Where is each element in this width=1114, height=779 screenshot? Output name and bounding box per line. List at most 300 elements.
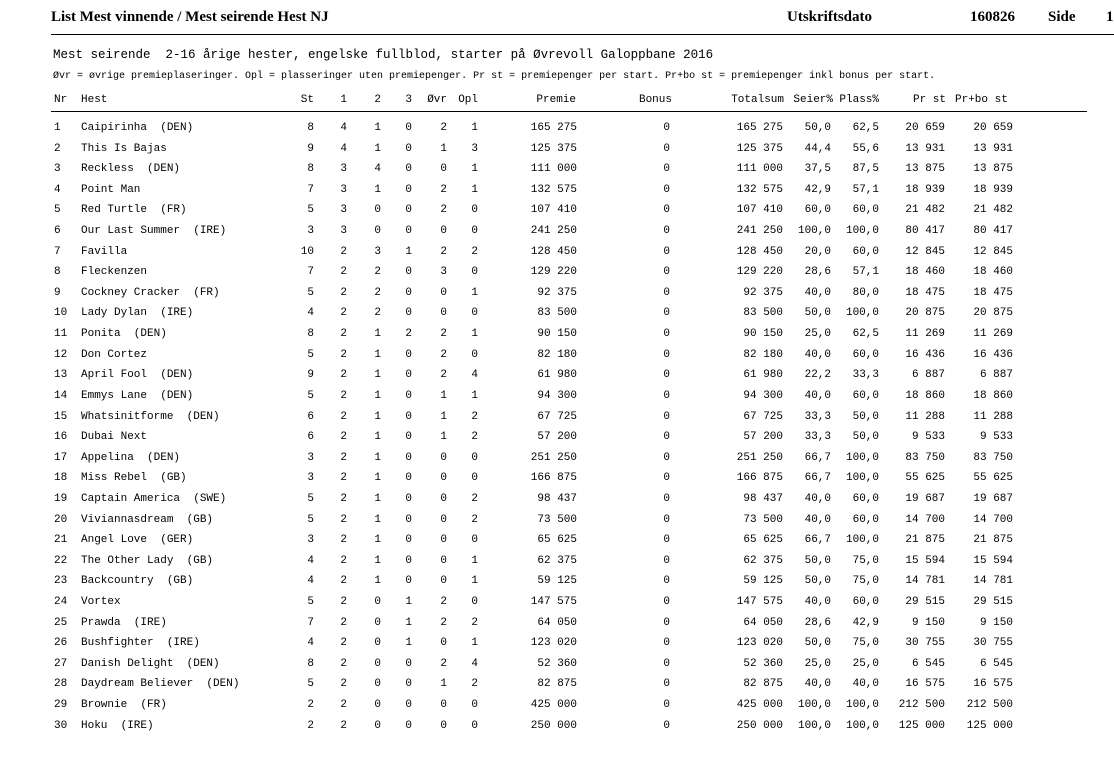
cell-prbost: 21 482 xyxy=(973,204,1013,217)
cell-prst: 11 288 xyxy=(905,410,945,423)
cell-totalsum: 92 375 xyxy=(743,286,783,299)
cell-first: 2 xyxy=(340,616,347,629)
cell-st: 7 xyxy=(307,183,314,196)
cell-totalsum: 132 575 xyxy=(736,183,783,196)
cell-bonus: 0 xyxy=(663,245,670,258)
table-row xyxy=(0,532,1114,553)
cell-opl: 0 xyxy=(471,348,478,361)
cell-totalsum: 129 220 xyxy=(736,266,783,279)
report-legend: Øvr = øvrige premieplaseringer. Opl = plasseringer uten premiepenger. Pr st = premiepenger per start. Pr+bo st = premiepenger inkl bonus per start. xyxy=(53,71,936,82)
cell-st: 4 xyxy=(307,575,314,588)
cell-totalsum: 65 625 xyxy=(743,534,783,547)
cell-seier: 20,0 xyxy=(804,245,831,258)
cell-ovr: 0 xyxy=(440,554,447,567)
cell-plass: 62,5 xyxy=(852,122,879,134)
cell-ovr: 2 xyxy=(440,122,447,134)
cell-seier: 44,4 xyxy=(804,142,831,155)
cell-plass: 60,0 xyxy=(852,348,879,361)
cell-prbost: 14 700 xyxy=(973,513,1013,526)
cell-ovr: 2 xyxy=(440,328,447,341)
cell-prbost: 21 875 xyxy=(973,534,1013,547)
cell-hest: Dubai Next xyxy=(81,431,148,444)
cell-hest: Miss Rebel (GB) xyxy=(81,472,187,485)
cell-opl: 0 xyxy=(471,699,478,712)
cell-first: 2 xyxy=(340,286,347,299)
cell-prst: 9 150 xyxy=(911,616,945,629)
col-header-bonus: Bonus xyxy=(638,94,672,106)
cell-first: 2 xyxy=(340,678,347,691)
cell-opl: 0 xyxy=(471,451,478,464)
cell-hest: Captain America (SWE) xyxy=(81,492,227,505)
cell-nr: 25 xyxy=(54,616,68,629)
cell-opl: 1 xyxy=(471,183,478,196)
table-row xyxy=(0,367,1114,388)
table-row xyxy=(0,697,1114,718)
cell-first: 2 xyxy=(340,348,347,361)
cell-prst: 18 460 xyxy=(905,266,945,279)
cell-prbost: 16 575 xyxy=(973,678,1013,691)
cell-st: 7 xyxy=(307,616,314,629)
cell-st: 5 xyxy=(307,286,314,299)
cell-second: 1 xyxy=(374,554,381,567)
cell-second: 1 xyxy=(374,575,381,588)
cell-premie: 82 180 xyxy=(537,348,577,361)
cell-plass: 62,5 xyxy=(852,328,879,341)
cell-plass: 40,0 xyxy=(852,678,879,691)
cell-totalsum: 98 437 xyxy=(743,492,783,505)
cell-prst: 18 939 xyxy=(905,183,945,196)
table-row xyxy=(0,594,1114,615)
table-header-divider xyxy=(51,111,1087,112)
cell-prbost: 14 781 xyxy=(973,575,1013,588)
cell-third: 2 xyxy=(405,328,412,341)
table-row xyxy=(0,244,1114,265)
cell-prst: 14 700 xyxy=(905,513,945,526)
table-row xyxy=(0,512,1114,533)
cell-hest: Angel Love (GER) xyxy=(81,534,194,547)
cell-opl: 2 xyxy=(471,410,478,423)
cell-st: 6 xyxy=(307,410,314,423)
cell-prbost: 125 000 xyxy=(966,719,1013,732)
cell-ovr: 3 xyxy=(440,266,447,279)
cell-ovr: 2 xyxy=(440,596,447,609)
cell-prbost: 19 687 xyxy=(973,492,1013,505)
col-header-ovr: Øvr xyxy=(427,94,447,106)
col-header-seier: Seier% xyxy=(793,94,833,106)
cell-nr: 6 xyxy=(54,225,61,238)
cell-plass: 80,0 xyxy=(852,286,879,299)
cell-prst: 21 482 xyxy=(905,204,945,217)
cell-premie: 123 020 xyxy=(530,637,577,650)
cell-second: 1 xyxy=(374,142,381,155)
cell-hest: Whatsinitforme (DEN) xyxy=(81,410,220,423)
cell-second: 0 xyxy=(374,225,381,238)
cell-ovr: 0 xyxy=(440,163,447,176)
cell-totalsum: 73 500 xyxy=(743,513,783,526)
cell-premie: 90 150 xyxy=(537,328,577,341)
cell-ovr: 1 xyxy=(440,410,447,423)
cell-third: 0 xyxy=(405,348,412,361)
cell-third: 1 xyxy=(405,637,412,650)
cell-prst: 80 417 xyxy=(905,225,945,238)
cell-st: 8 xyxy=(307,122,314,134)
cell-first: 3 xyxy=(340,225,347,238)
cell-bonus: 0 xyxy=(663,719,670,732)
cell-seier: 22,2 xyxy=(804,369,831,382)
cell-opl: 0 xyxy=(471,266,478,279)
col-header-nr: Nr xyxy=(54,94,68,106)
cell-st: 6 xyxy=(307,431,314,444)
cell-st: 5 xyxy=(307,596,314,609)
report-subtitle: Mest seirende 2-16 årige hester, engelske fullblod, starter på Øvrevoll Galoppbane 2016 xyxy=(53,48,714,62)
cell-premie: 59 125 xyxy=(537,575,577,588)
cell-plass: 60,0 xyxy=(852,204,879,217)
cell-third: 0 xyxy=(405,431,412,444)
cell-premie: 82 875 xyxy=(537,678,577,691)
cell-bonus: 0 xyxy=(663,678,670,691)
cell-prbost: 212 500 xyxy=(966,699,1013,712)
cell-first: 2 xyxy=(340,307,347,320)
cell-st: 5 xyxy=(307,678,314,691)
cell-plass: 75,0 xyxy=(852,554,879,567)
cell-second: 0 xyxy=(374,657,381,670)
cell-premie: 61 980 xyxy=(537,369,577,382)
cell-bonus: 0 xyxy=(663,575,670,588)
cell-second: 2 xyxy=(374,307,381,320)
table-row xyxy=(0,161,1114,182)
cell-prbost: 18 939 xyxy=(973,183,1013,196)
cell-first: 2 xyxy=(340,369,347,382)
cell-bonus: 0 xyxy=(663,183,670,196)
cell-nr: 11 xyxy=(54,328,68,341)
cell-premie: 147 575 xyxy=(530,596,577,609)
cell-premie: 128 450 xyxy=(530,245,577,258)
cell-second: 4 xyxy=(374,163,381,176)
results-table xyxy=(0,120,1114,738)
cell-second: 0 xyxy=(374,699,381,712)
cell-totalsum: 166 875 xyxy=(736,472,783,485)
cell-nr: 17 xyxy=(54,451,68,464)
cell-totalsum: 90 150 xyxy=(743,328,783,341)
cell-nr: 9 xyxy=(54,286,61,299)
cell-opl: 1 xyxy=(471,389,478,402)
cell-ovr: 0 xyxy=(440,472,447,485)
cell-seier: 40,0 xyxy=(804,492,831,505)
cell-nr: 27 xyxy=(54,657,68,670)
cell-hest: Red Turtle (FR) xyxy=(81,204,187,217)
cell-hest: Lady Dylan (IRE) xyxy=(81,307,194,320)
cell-first: 3 xyxy=(340,204,347,217)
cell-premie: 62 375 xyxy=(537,554,577,567)
cell-first: 2 xyxy=(340,492,347,505)
cell-bonus: 0 xyxy=(663,699,670,712)
cell-bonus: 0 xyxy=(663,307,670,320)
cell-third: 0 xyxy=(405,163,412,176)
cell-seier: 100,0 xyxy=(797,699,831,712)
cell-plass: 57,1 xyxy=(852,266,879,279)
cell-seier: 50,0 xyxy=(804,575,831,588)
cell-totalsum: 82 180 xyxy=(743,348,783,361)
cell-second: 3 xyxy=(374,245,381,258)
cell-opl: 2 xyxy=(471,616,478,629)
cell-totalsum: 251 250 xyxy=(736,451,783,464)
cell-nr: 30 xyxy=(54,719,68,732)
cell-ovr: 2 xyxy=(440,204,447,217)
cell-third: 0 xyxy=(405,266,412,279)
cell-opl: 0 xyxy=(471,225,478,238)
cell-second: 1 xyxy=(374,369,381,382)
table-row xyxy=(0,409,1114,430)
cell-third: 0 xyxy=(405,451,412,464)
cell-plass: 57,1 xyxy=(852,183,879,196)
cell-nr: 24 xyxy=(54,596,68,609)
cell-second: 2 xyxy=(374,286,381,299)
cell-seier: 40,0 xyxy=(804,286,831,299)
table-row xyxy=(0,182,1114,203)
cell-third: 1 xyxy=(405,245,412,258)
cell-nr: 28 xyxy=(54,678,68,691)
cell-seier: 66,7 xyxy=(804,451,831,464)
cell-third: 0 xyxy=(405,307,412,320)
cell-third: 0 xyxy=(405,142,412,155)
col-header-third: 3 xyxy=(405,94,412,106)
cell-first: 2 xyxy=(340,431,347,444)
cell-third: 0 xyxy=(405,575,412,588)
cell-hest: Appelina (DEN) xyxy=(81,451,181,464)
cell-prbost: 11 269 xyxy=(973,328,1013,341)
cell-premie: 64 050 xyxy=(537,616,577,629)
col-header-first: 1 xyxy=(340,94,347,106)
cell-seier: 40,0 xyxy=(804,513,831,526)
cell-prbost: 18 460 xyxy=(973,266,1013,279)
cell-first: 2 xyxy=(340,245,347,258)
cell-st: 8 xyxy=(307,657,314,670)
cell-second: 1 xyxy=(374,122,381,134)
cell-second: 0 xyxy=(374,616,381,629)
cell-st: 4 xyxy=(307,554,314,567)
cell-ovr: 0 xyxy=(440,637,447,650)
cell-hest: Cockney Cracker (FR) xyxy=(81,286,220,299)
cell-premie: 111 000 xyxy=(530,163,577,176)
cell-opl: 0 xyxy=(471,596,478,609)
cell-hest: Favilla xyxy=(81,245,128,258)
cell-second: 1 xyxy=(374,513,381,526)
cell-opl: 1 xyxy=(471,554,478,567)
cell-first: 2 xyxy=(340,513,347,526)
table-row xyxy=(0,285,1114,306)
cell-prbost: 9 150 xyxy=(979,616,1013,629)
cell-prst: 13 875 xyxy=(905,163,945,176)
cell-third: 0 xyxy=(405,183,412,196)
cell-hest: Our Last Summer (IRE) xyxy=(81,225,227,238)
cell-nr: 2 xyxy=(54,142,61,155)
cell-bonus: 0 xyxy=(663,142,670,155)
cell-premie: 250 000 xyxy=(530,719,577,732)
cell-hest: Don Cortez xyxy=(81,348,148,361)
table-header xyxy=(0,92,1114,108)
cell-hest: The Other Lady (GB) xyxy=(81,554,214,567)
cell-totalsum: 425 000 xyxy=(736,699,783,712)
cell-premie: 92 375 xyxy=(537,286,577,299)
cell-premie: 83 500 xyxy=(537,307,577,320)
cell-prst: 11 269 xyxy=(905,328,945,341)
cell-seier: 40,0 xyxy=(804,348,831,361)
col-header-premie: Premie xyxy=(536,94,576,106)
cell-nr: 23 xyxy=(54,575,68,588)
table-row xyxy=(0,615,1114,636)
cell-nr: 16 xyxy=(54,431,68,444)
cell-second: 0 xyxy=(374,678,381,691)
table-row xyxy=(0,305,1114,326)
cell-plass: 75,0 xyxy=(852,575,879,588)
cell-opl: 2 xyxy=(471,492,478,505)
cell-premie: 107 410 xyxy=(530,204,577,217)
cell-prbost: 15 594 xyxy=(973,554,1013,567)
cell-plass: 100,0 xyxy=(845,307,879,320)
cell-ovr: 0 xyxy=(440,492,447,505)
cell-prbost: 55 625 xyxy=(973,472,1013,485)
cell-opl: 2 xyxy=(471,245,478,258)
cell-bonus: 0 xyxy=(663,389,670,402)
cell-nr: 21 xyxy=(54,534,68,547)
cell-first: 2 xyxy=(340,451,347,464)
cell-opl: 4 xyxy=(471,657,478,670)
table-row xyxy=(0,141,1114,162)
table-row xyxy=(0,223,1114,244)
cell-nr: 12 xyxy=(54,348,68,361)
cell-bonus: 0 xyxy=(663,328,670,341)
cell-premie: 132 575 xyxy=(530,183,577,196)
cell-st: 5 xyxy=(307,389,314,402)
cell-second: 1 xyxy=(374,410,381,423)
cell-totalsum: 52 360 xyxy=(743,657,783,670)
cell-bonus: 0 xyxy=(663,637,670,650)
cell-third: 0 xyxy=(405,492,412,505)
cell-prst: 12 845 xyxy=(905,245,945,258)
cell-totalsum: 57 200 xyxy=(743,431,783,444)
cell-prbost: 13 875 xyxy=(973,163,1013,176)
cell-second: 1 xyxy=(374,183,381,196)
cell-prbost: 30 755 xyxy=(973,637,1013,650)
cell-st: 5 xyxy=(307,348,314,361)
cell-opl: 2 xyxy=(471,513,478,526)
cell-first: 2 xyxy=(340,472,347,485)
cell-bonus: 0 xyxy=(663,513,670,526)
cell-seier: 40,0 xyxy=(804,678,831,691)
cell-nr: 1 xyxy=(54,122,61,134)
cell-ovr: 0 xyxy=(440,451,447,464)
cell-nr: 29 xyxy=(54,699,68,712)
cell-hest: This Is Bajas xyxy=(81,142,167,155)
cell-prbost: 18 860 xyxy=(973,389,1013,402)
cell-third: 0 xyxy=(405,389,412,402)
cell-bonus: 0 xyxy=(663,204,670,217)
cell-bonus: 0 xyxy=(663,163,670,176)
cell-st: 2 xyxy=(307,719,314,732)
table-row xyxy=(0,718,1114,739)
cell-bonus: 0 xyxy=(663,616,670,629)
cell-opl: 2 xyxy=(471,431,478,444)
cell-first: 4 xyxy=(340,142,347,155)
cell-second: 1 xyxy=(374,472,381,485)
table-row xyxy=(0,635,1114,656)
cell-st: 3 xyxy=(307,472,314,485)
cell-opl: 0 xyxy=(471,534,478,547)
cell-ovr: 0 xyxy=(440,699,447,712)
cell-seier: 50,0 xyxy=(804,122,831,134)
cell-third: 1 xyxy=(405,596,412,609)
cell-ovr: 0 xyxy=(440,225,447,238)
cell-bonus: 0 xyxy=(663,554,670,567)
cell-st: 3 xyxy=(307,534,314,547)
cell-ovr: 0 xyxy=(440,719,447,732)
cell-totalsum: 64 050 xyxy=(743,616,783,629)
cell-prst: 16 436 xyxy=(905,348,945,361)
cell-plass: 100,0 xyxy=(845,699,879,712)
cell-st: 3 xyxy=(307,225,314,238)
cell-plass: 100,0 xyxy=(845,534,879,547)
cell-plass: 42,9 xyxy=(852,616,879,629)
cell-third: 0 xyxy=(405,472,412,485)
table-row xyxy=(0,264,1114,285)
cell-opl: 1 xyxy=(471,122,478,134)
cell-third: 0 xyxy=(405,122,412,134)
cell-hest: Fleckenzen xyxy=(81,266,148,279)
cell-prst: 20 659 xyxy=(905,122,945,134)
cell-seier: 50,0 xyxy=(804,637,831,650)
cell-opl: 1 xyxy=(471,286,478,299)
cell-premie: 98 437 xyxy=(537,492,577,505)
header-divider xyxy=(51,34,1114,35)
cell-ovr: 2 xyxy=(440,616,447,629)
col-header-st: St xyxy=(300,94,314,106)
cell-prbost: 18 475 xyxy=(973,286,1013,299)
cell-totalsum: 94 300 xyxy=(743,389,783,402)
cell-seier: 40,0 xyxy=(804,389,831,402)
table-row xyxy=(0,573,1114,594)
cell-nr: 4 xyxy=(54,183,61,196)
cell-third: 0 xyxy=(405,204,412,217)
cell-plass: 100,0 xyxy=(845,451,879,464)
cell-third: 0 xyxy=(405,369,412,382)
cell-premie: 241 250 xyxy=(530,225,577,238)
table-row xyxy=(0,676,1114,697)
cell-second: 2 xyxy=(374,266,381,279)
cell-second: 0 xyxy=(374,637,381,650)
table-row xyxy=(0,202,1114,223)
cell-prst: 18 475 xyxy=(905,286,945,299)
page-label: Side xyxy=(1048,9,1076,25)
cell-first: 2 xyxy=(340,575,347,588)
cell-nr: 18 xyxy=(54,472,68,485)
cell-nr: 13 xyxy=(54,369,68,382)
cell-premie: 425 000 xyxy=(530,699,577,712)
cell-second: 0 xyxy=(374,719,381,732)
cell-seier: 66,7 xyxy=(804,472,831,485)
cell-ovr: 0 xyxy=(440,286,447,299)
cell-third: 0 xyxy=(405,286,412,299)
cell-bonus: 0 xyxy=(663,472,670,485)
cell-premie: 57 200 xyxy=(537,431,577,444)
cell-third: 0 xyxy=(405,410,412,423)
cell-ovr: 2 xyxy=(440,348,447,361)
cell-seier: 28,6 xyxy=(804,616,831,629)
cell-opl: 1 xyxy=(471,163,478,176)
cell-prst: 29 515 xyxy=(905,596,945,609)
cell-nr: 22 xyxy=(54,554,68,567)
cell-hest: Point Man xyxy=(81,183,141,196)
cell-first: 2 xyxy=(340,328,347,341)
